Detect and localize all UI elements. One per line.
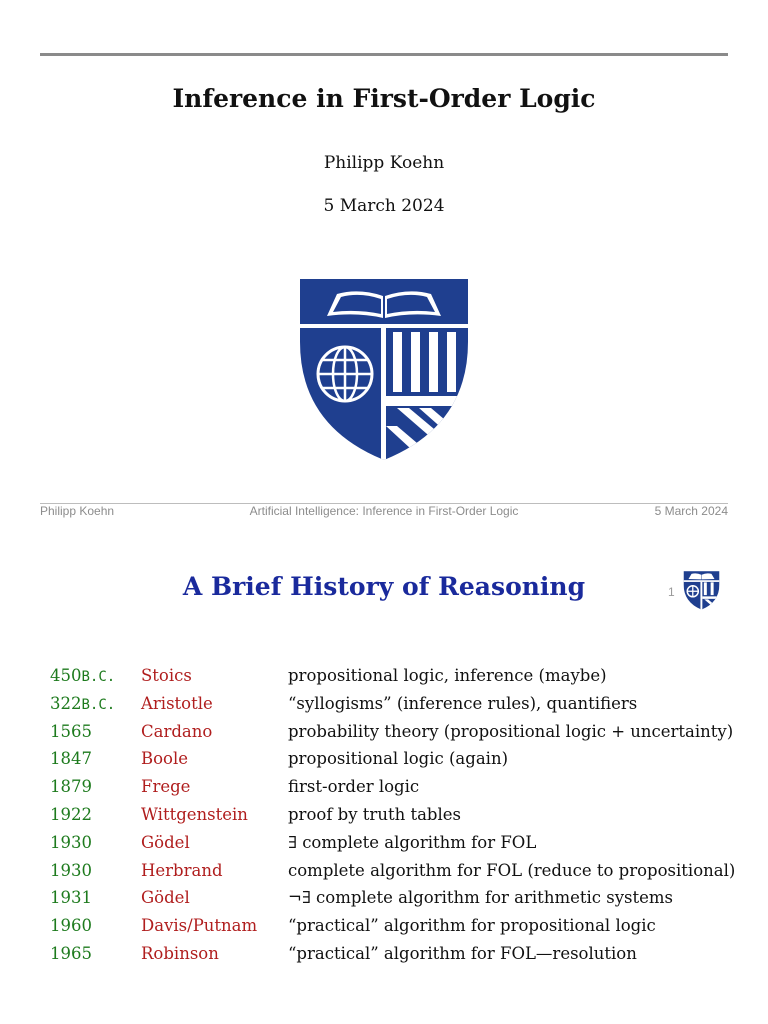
person-name: Wittgenstein [141, 804, 248, 824]
person-name: Frege [141, 777, 191, 797]
person-name: Aristotle [141, 693, 213, 713]
year [50, 666, 115, 685]
person-name: Stoics [141, 666, 192, 685]
year [50, 944, 92, 963]
year [50, 722, 92, 741]
era-label: B.C. [81, 669, 116, 685]
person-name: Gödel [141, 888, 190, 908]
year [50, 777, 92, 796]
year-value: 1960 [50, 916, 92, 936]
footer-course-title: Artificial Intelligence: Inference in First-Order Logic [249, 504, 519, 518]
top-rule [40, 53, 728, 56]
year-value: 1965 [50, 943, 92, 963]
contribution: propositional logic, inference (maybe) [288, 666, 607, 685]
contribution: “practical” algorithm for FOL—resolution [288, 943, 637, 963]
contribution: “syllogisms” (inference rules), quantifiers [288, 693, 638, 713]
year-value: 322 [50, 693, 82, 713]
person-name: Robinson [141, 943, 219, 963]
year-value: 1931 [50, 888, 92, 908]
year-value: 1930 [50, 832, 92, 852]
year-value: 1879 [50, 777, 92, 797]
university-shield-icon [297, 276, 471, 460]
year-value: 450 [50, 666, 82, 685]
year [50, 694, 115, 713]
date: 5 March 2024 [323, 196, 445, 216]
footer-author: Philipp Koehn [40, 504, 115, 518]
year-value: 1565 [50, 721, 92, 741]
year [50, 861, 92, 880]
person-name: Cardano [141, 721, 213, 741]
year [50, 833, 92, 852]
person-name: Gödel [141, 832, 190, 852]
author: Philipp Koehn [323, 153, 445, 173]
page-title: Inference in First-Order Logic [172, 84, 596, 113]
contribution: probability theory (propositional logic + uncertainty) [288, 721, 734, 741]
person-name: Boole [141, 749, 189, 769]
contribution: complete algorithm for FOL (reduce to propositional) [288, 860, 736, 880]
slide-title: A Brief History of Reasoning [182, 572, 586, 601]
year [50, 749, 92, 768]
contribution: “practical” algorithm for propositional logic [288, 916, 656, 936]
year [50, 916, 92, 935]
contribution: ∃ complete algorithm for FOL [288, 832, 537, 852]
person-name: Herbrand [141, 860, 223, 880]
contribution: ¬∃ complete algorithm for arithmetic systems [288, 888, 674, 908]
year-value: 1922 [50, 804, 92, 824]
person-name: Davis/Putnam [141, 916, 258, 936]
contribution: propositional logic (again) [288, 749, 509, 769]
year-value: 1930 [50, 860, 92, 880]
year-value: 1847 [50, 749, 92, 769]
contribution: proof by truth tables [288, 804, 461, 824]
year [50, 805, 92, 824]
footer-date: 5 March 2024 [654, 504, 728, 518]
era-label: B.C. [81, 696, 116, 713]
contribution: first-order logic [288, 777, 420, 797]
university-shield-icon [683, 570, 720, 610]
page-number: 1 [668, 585, 675, 599]
year [50, 888, 92, 907]
